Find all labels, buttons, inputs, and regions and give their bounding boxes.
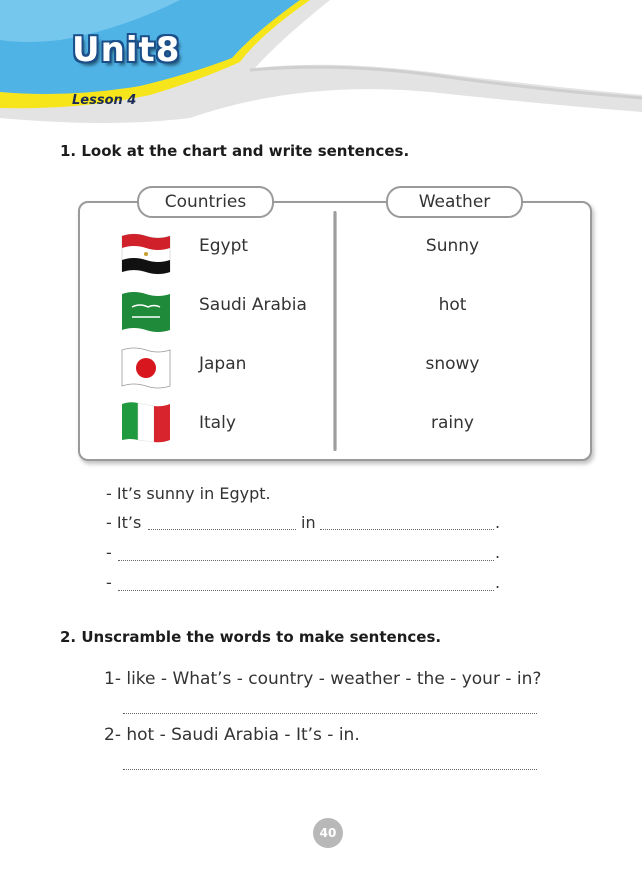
weather-header: Weather [386, 186, 523, 218]
unscramble-item-1: 1- like - What’s - country - weather - the - your - in? [104, 669, 542, 689]
country-japan: Japan [199, 354, 247, 374]
lesson-label: Lesson 4 [72, 93, 137, 108]
example-sentence: - It’s sunny in Egypt. [106, 484, 271, 503]
weather-japan: snowy [425, 354, 480, 374]
weather-italy: rainy [431, 413, 474, 433]
line-2-period: . [495, 513, 501, 532]
japan-flag-icon [120, 346, 172, 390]
country-egypt: Egypt [199, 236, 249, 256]
unscramble-item-2: 2- hot - Saudi Arabia - It’s - in. [104, 725, 360, 745]
answer-blank-country[interactable] [320, 529, 494, 530]
answer-line-item-1[interactable] [123, 713, 537, 714]
italy-flag-icon [120, 400, 172, 444]
weather-saudi-arabia: hot [438, 295, 467, 315]
page-number: 40 [313, 818, 343, 848]
answer-line-4[interactable] [118, 590, 494, 591]
column-divider [333, 211, 337, 451]
answer-blank-weather[interactable] [148, 529, 296, 530]
question-2-instruction: 2. Unscramble the words to make sentences. [60, 628, 442, 646]
saudi-arabia-flag-icon [120, 290, 172, 334]
line-4-dash: - [106, 573, 112, 592]
answer-line-3[interactable] [118, 560, 494, 561]
unit-title: Unit8 [72, 30, 181, 70]
egypt-flag-icon [120, 232, 172, 276]
line-4-period: . [495, 573, 501, 592]
line-3-dash: - [106, 543, 112, 562]
countries-header: Countries [137, 186, 274, 218]
line-2-prefix: - It’s [106, 513, 142, 532]
country-italy: Italy [199, 413, 236, 433]
line-3-period: . [495, 543, 501, 562]
weather-egypt: Sunny [425, 236, 480, 256]
country-saudi-arabia: Saudi Arabia [199, 295, 307, 315]
answer-line-item-2[interactable] [123, 769, 537, 770]
line-2-in: in [301, 513, 316, 532]
question-1-instruction: 1. Look at the chart and write sentences. [60, 142, 410, 160]
